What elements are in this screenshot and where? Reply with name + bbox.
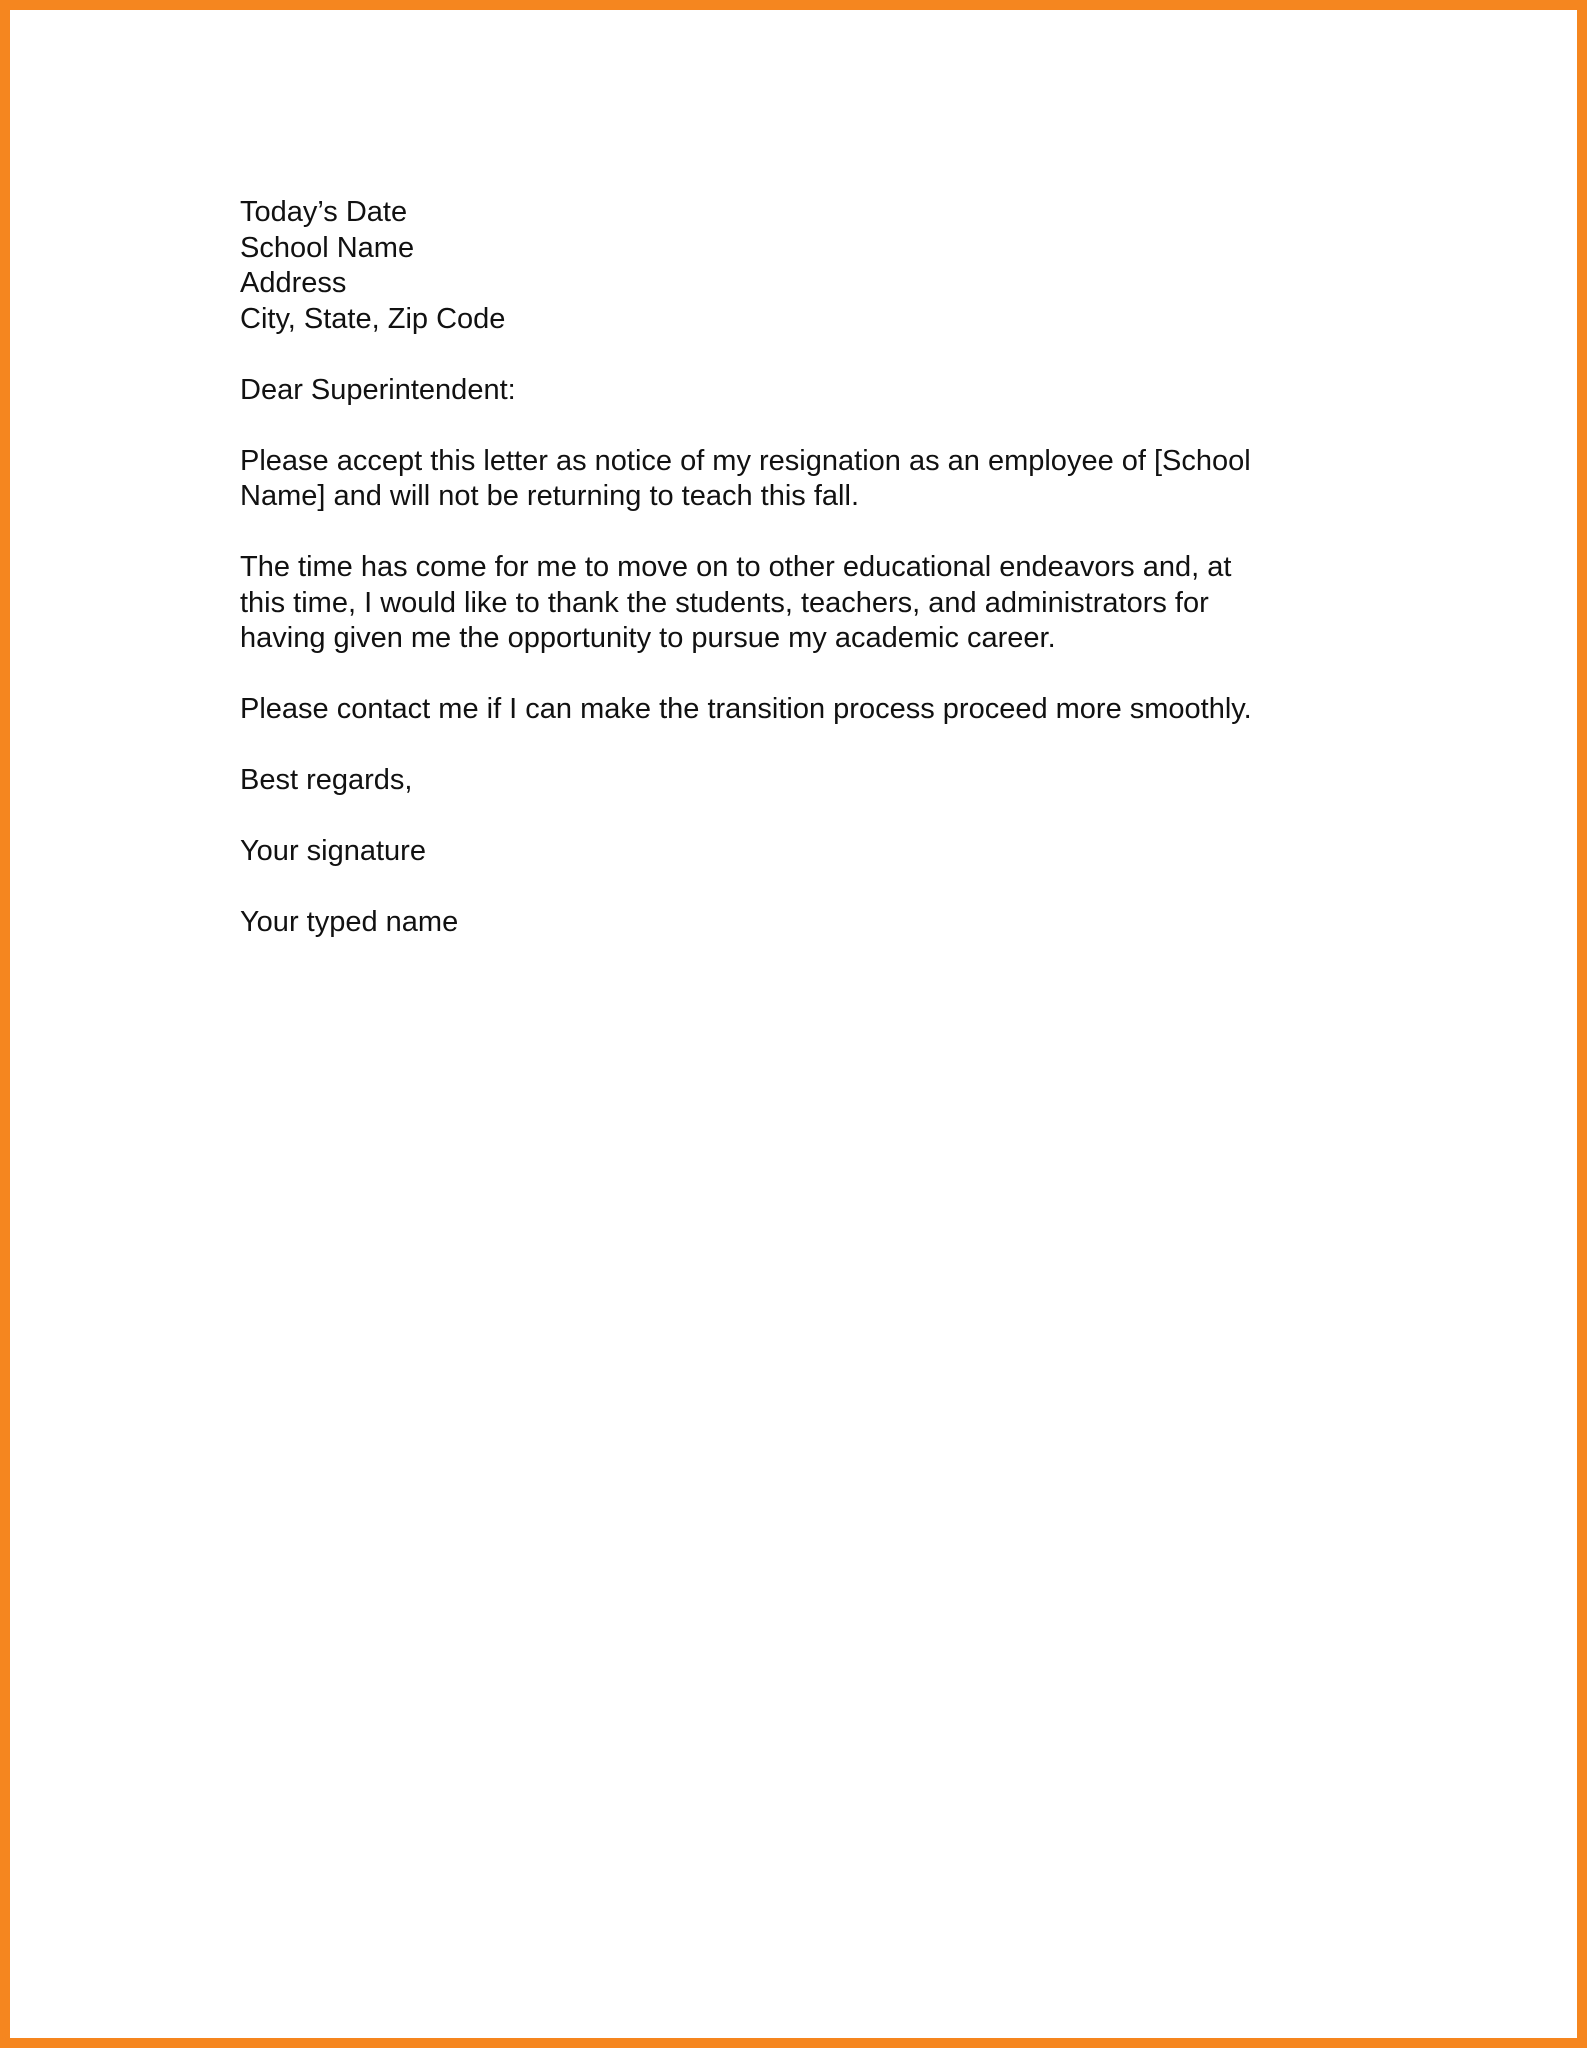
date-line: Today’s Date (240, 196, 408, 228)
city-state-zip-line: City, State, Zip Code (240, 302, 506, 335)
letter-header (240, 195, 1380, 337)
salutation (240, 373, 1380, 409)
paragraph-line: The time has come for me to move on to other educational endeavors and, at (240, 551, 1232, 583)
closing (240, 763, 1380, 799)
paragraph-contact (240, 692, 1380, 728)
paragraph-line: having given me the opportunity to pursue my academic career. (240, 622, 1056, 654)
salutation-text: Dear Superintendent: (240, 373, 516, 406)
paragraph-line: Name] and will not be returning to teach this fall. (240, 480, 859, 512)
typed-name (240, 905, 1380, 941)
school-name-line: School Name (240, 231, 415, 264)
paragraph-line: Please contact me if I can make the transition process proceed more smoothly. (240, 693, 1252, 725)
typed-name-text: Your typed name (240, 906, 459, 938)
signature-text: Your signature (240, 835, 426, 867)
signature (240, 834, 1380, 870)
paragraph-line: Please accept this letter as notice of my resignation as an employee of [School (240, 444, 1251, 477)
closing-text: Best regards, (240, 764, 413, 796)
paragraph-thanks (240, 550, 1380, 657)
address-line: Address (240, 267, 347, 299)
paragraph-line: this time, I would like to thank the students, teachers, and administrators for (240, 586, 1209, 619)
paragraph-resignation-notice (240, 444, 1380, 515)
letter-body (240, 195, 1380, 976)
